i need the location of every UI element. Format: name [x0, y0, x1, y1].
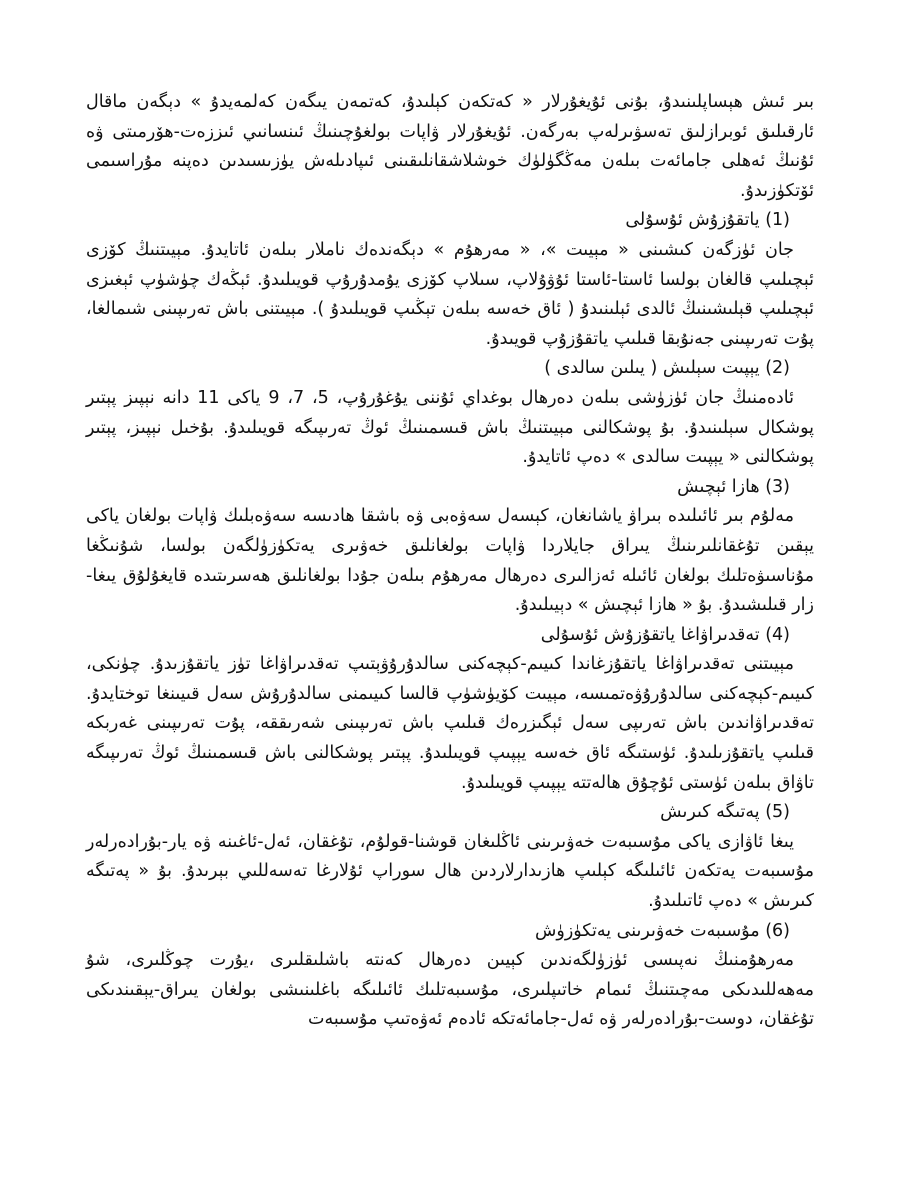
paragraph-section-1: جان ئۈزگەن كىشىنى « مېيىت »، « مەرھۇم » دېگەندەك ناملار بىلەن ئاتايدۇ. مېيىتنىڭ كۆزى ئېچىلىپ قالغان بولسا ئاستا-ئاستا ئۇۋۇلاپ، سىلاپ كۆزى يۇمدۇرۇپ قويىلىدۇ. ئېڭەك چۈشۈپ ئېغىزى ئېچىلىپ قېلىشىنىڭ ئالدى ئېلىنىدۇ ( ئاق خەسە بىلەن تېڭىپ قويىلىدۇ ). مېيىتنى باش تەرىپىنى شىمالغا، پۇت تەرىپىنى جەنۇبقا قىلىپ ياتقۇزۇپ قويىدۇ. [86, 239, 814, 349]
section-heading-3: (3) ھازا ئېچىش [677, 476, 790, 497]
section-heading-6: (6) مۇسىبەت خەۋىرىنى يەتكۈزۈش [535, 920, 790, 941]
paragraph-section-4: مېيىتنى تەقدىراۋاغا ياتقۇزغاندا كىيىم-كېچەكنى سالدۇرۇۋېتىپ تەقدىراۋاغا تۈز ياتقۇزىدۇ. چۈنكى، كىيىم-كېچەكنى سالدۇرۇۋەتمىسە، مېيىت كۆيۈشۈپ قالسا كىيىمنى سالدۇرۇش سەل قىيىنغا توختايدۇ. تەقدىراۋاندىن باش تەرىپى سەل ئېگىزرەك قىلىپ باش تەرىپىنى شەرىققە، پۇت تەرىپىنى غەربكە قىلىپ ياتقۇزىلىدۇ. ئۈستىگە ئاق خەسە يېپىپ قويىلىدۇ. پېتىر پوشكالنى باش قىسمىنىڭ ئوڭ تەرىپىگە تاۋاق بىلەن ئۈستى ئۇچۇق ھالەتتە يېپىپ قويىلىدۇ. [86, 654, 814, 793]
paragraph-section-6: مەرھۇمنىڭ نەپىسى ئۈزۈلگەندىن كېيىن دەرھال كەنتە باشلىقلىرى ،يۇرت چوڭلىرى، شۇ مەھەللىدىكى مەچىتنىڭ ئىمام خاتىپلىرى، مۇسىبەتلىك ئائىلىگە باغلىنىشى بولغان يىراق-يېقىندىكى تۇغقان، دوست-بۇرادەرلەر ۋە ئەل-جامائەتكە ئادەم ئەۋەتىپ مۇسىبەت [86, 950, 814, 1030]
document-page [86, 88, 814, 1035]
paragraph-section-5: يىغا ئاۋازى ياكى مۇسىبەت خەۋىرىنى ئاڭلىغان قوشنا-قولۇم، تۇغقان، ئەل-ئاغىنە ۋە يار-بۇرادەرلەر مۇسىبەت يەتكەن ئائىلىگە كېلىپ ھازىدارلاردىن ھال سوراپ ئۇلارغا تەسەللىي بېرىدۇ. بۇ « پەتىگە كىرىش » دەپ ئاتىلىدۇ. [86, 831, 814, 912]
section-heading-4: (4) تەقدىراۋاغا ياتقۇزۇش ئۇسۇلى [540, 624, 790, 645]
paragraph-intro: بىر ئىش ھېساپلىنىدۇ، بۇنى ئۇيغۇرلار « كەتكەن كېلىدۇ، كەتمەن يىگەن كەلمەيدۇ » دېگەن ماقال ئارقىلىق ئوبرازلىق تەسۋىرلەپ بەرگەن. ئۇيغۇرلار ۋاپات بولغۇچىنىڭ ئىنسانىي ئىززەت-ھۆرمىتى ۋە ئۇنىڭ ئەھلى جامائەت بىلەن مەڭگۈلۈك خوشلاشقانلىقىنى ئىپادىلەش يۈزىسىدىن دەپنە مۇراسىمى ئۆتكۈزىدۇ. [86, 92, 814, 201]
section-heading-2: (2) يېپىت سېلىش ( يىلىن سالدى ) [544, 358, 790, 379]
paragraph-section-3: مەلۇم بىر ئائىلىدە بىراۋ ياشانغان، كېسەل سەۋەبى ۋە باشقا ھادىسە سەۋەبلىك ۋاپات بولغان ياكى يېقىن تۇغقانلىرىنىڭ يىراق جايلاردا ۋاپات بولغانلىق خەۋىرى يەتكۈزۈلگەن بولسا، شۇنىڭغا مۇناسىۋەتلىك بولغان ئائىلە ئەزالىرى دەرھال مەرھۇم بىلەن جۇدا بولغانلىق ھەسرىتىدە قايغۇلۇق يىغا-زار قىلىشىدۇ. بۇ « ھازا ئېچىش » دېيىلىدۇ. [86, 506, 814, 616]
paragraph-section-2: ئادەمنىڭ جان ئۈزۈشى بىلەن دەرھال بوغداي ئۇننى يۇغۇرۇپ، 5، 7، 9 ياكى 11 دانە نېپىز پېتىر پوشكال سېلىنىدۇ. بۇ پوشكالنى مېيىتنىڭ باش قىسمىنىڭ ئوڭ تەرىپىگە قويىلىدۇ. بۇخىل نېپىز، پېتىر پوشكالنى « يېپىت سالدى » دەپ ئاتايدۇ. [86, 387, 814, 468]
section-heading-1: (1) ياتقۇزۇش ئۇسۇلى [625, 210, 790, 231]
section-heading-5: (5) پەتىگە كىرىش [660, 802, 790, 823]
